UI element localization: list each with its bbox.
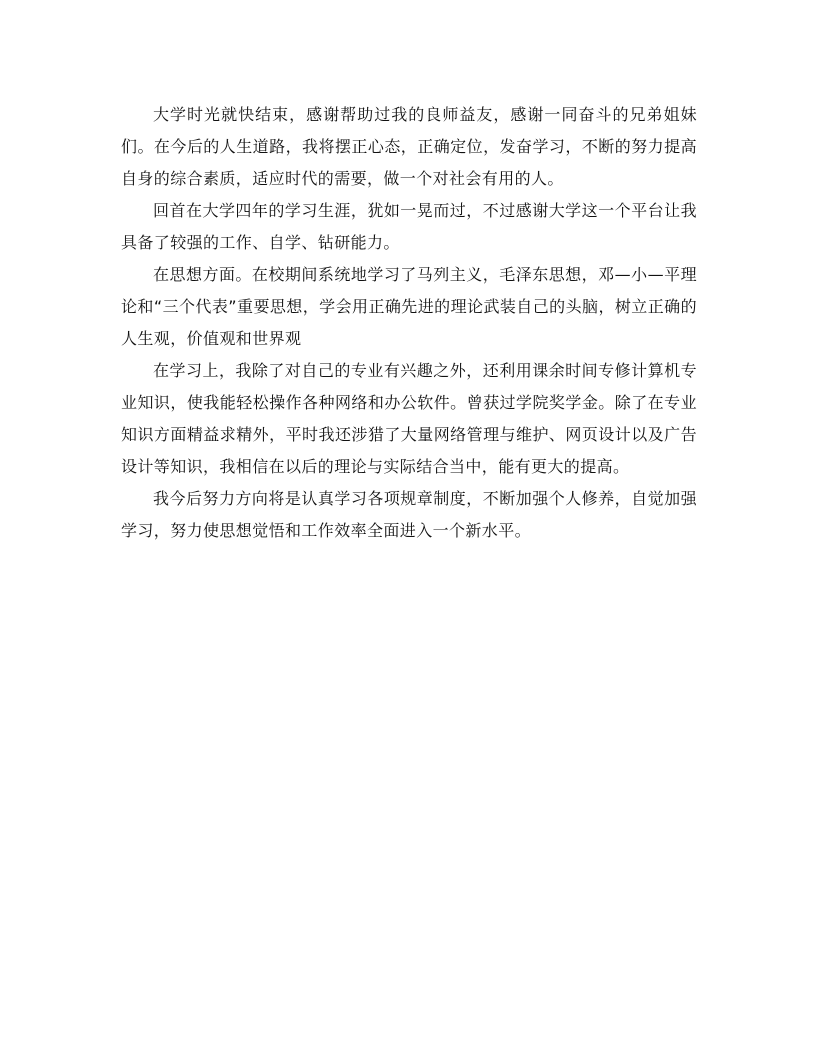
document-body	[121, 99, 697, 547]
paragraph-5: 我今后努力方向将是认真学习各项规章制度，不断加强个人修养，自觉加强学习，努力使思想觉悟和工作效率全面进入一个新水平。	[121, 489, 697, 540]
paragraph-4: 在学习上，我除了对自己的专业有兴趣之外，还利用课余时间专修计算机专业知识，使我能轻松操作各种网络和办公软件。曾获过学院奖学金。除了在专业知识方面精益求精外，平时我还涉猎了大量网络管理与维护、网页设计以及广告设计等知识，我相信在以后的理论与实际结合当中，能有更大的提高。	[121, 361, 697, 476]
paragraph-1: 大学时光就快结束，感谢帮助过我的良师益友，感谢一同奋斗的兄弟姐妹们。在今后的人生道路，我将摆正心态，正确定位，发奋学习，不断的努力提高自身的综合素质，适应时代的需要，做一个对社会有用的人。	[121, 105, 697, 188]
paragraph-2: 回首在大学四年的学习生涯，犹如一晃而过，不过感谢大学这一个平台让我具备了较强的工作、自学、钻研能力。	[121, 201, 697, 252]
paragraph-3: 在思想方面。在校期间系统地学习了马列主义，毛泽东思想，邓—小—平理论和“三个代表”重要思想，学会用正确先进的理论武装自己的头脑，树立正确的人生观，价值观和世界观	[121, 265, 697, 348]
